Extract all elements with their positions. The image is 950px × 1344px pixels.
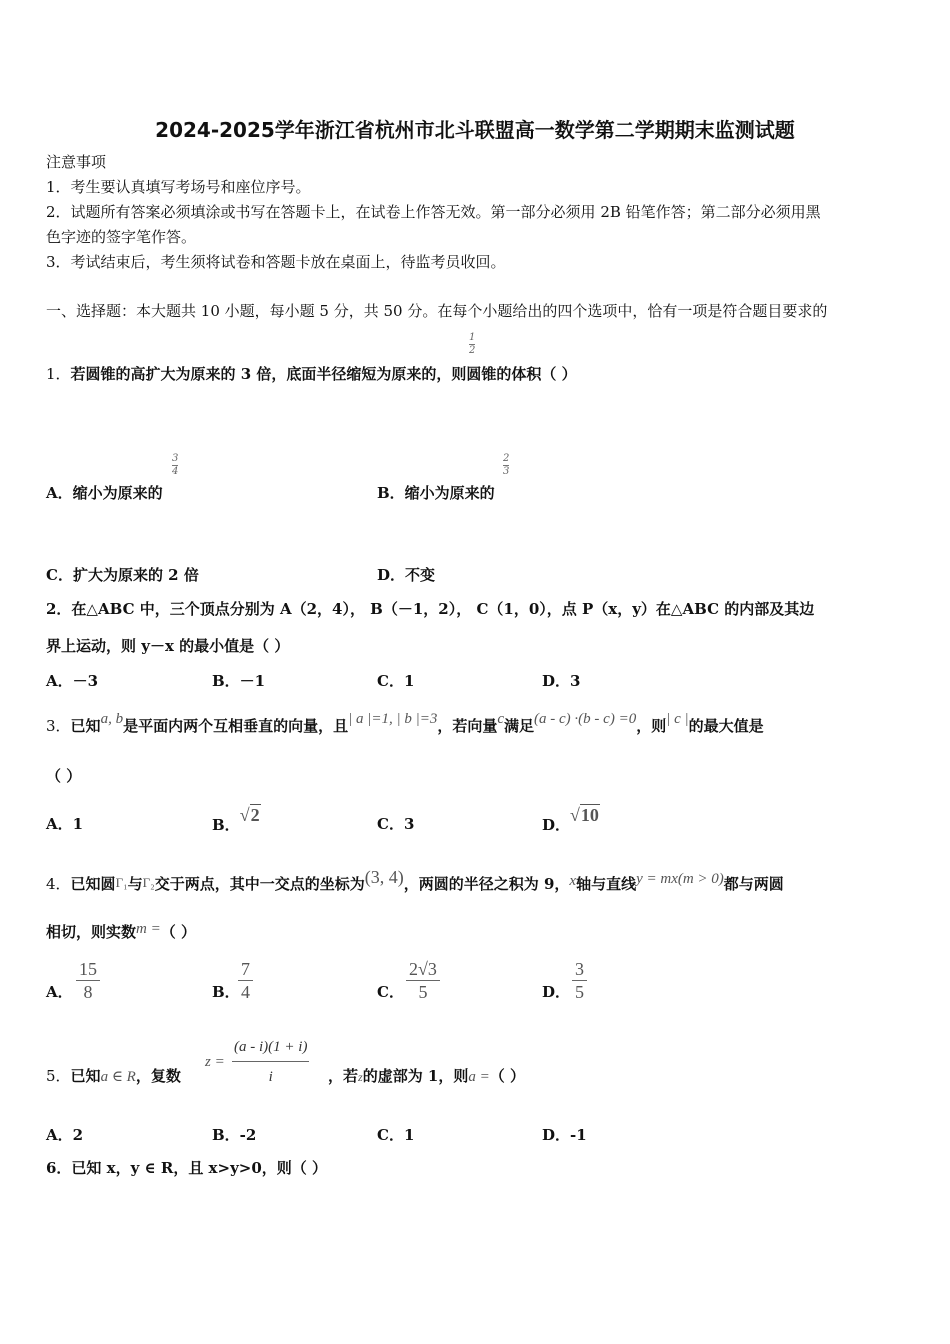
q1-option-c[interactable]: C．扩大为原来的 2 倍 (46, 566, 199, 584)
q3-option-d-sqrt: √10 (570, 805, 599, 825)
q1-option-d[interactable]: D．不变 (377, 566, 436, 584)
q4-option-b-fraction (238, 960, 253, 1001)
q4-text-6: 都与两圆 (723, 875, 784, 893)
q3-option-d-radicand: 10 (580, 805, 599, 825)
q4-math-gamma1: Γ₁ (115, 875, 128, 890)
question-1 (46, 364, 577, 384)
q5-math-a-eq: a = (468, 1069, 490, 1085)
q5-number: 5． (46, 1067, 71, 1085)
q4-option-a-fraction (76, 960, 100, 1001)
q1-a-den: 4 (172, 466, 179, 477)
question-3 (46, 711, 764, 737)
q5-frac-den: i (268, 1069, 273, 1085)
q3-number: 3． (46, 717, 71, 735)
notice-item-1: 1．考生要认真填写考场号和座位序号。 (46, 178, 311, 196)
q4-line2-text: 相切，则实数 (46, 923, 137, 941)
q4-text-2: 与 (127, 875, 143, 893)
q2-option-b[interactable]: B．－1 (212, 672, 266, 690)
q2-option-c[interactable]: C．1 (377, 672, 415, 690)
q4-option-c-fraction (406, 960, 440, 1001)
q5-text-2: ，复数 (135, 1067, 181, 1085)
question-6: 6．已知 x，y ∈ R，且 x>y>0，则（ ） (46, 1159, 328, 1177)
q1-frac-num: 1 (469, 332, 476, 343)
q1-inline-fraction (469, 332, 475, 357)
q4-c-num: 2√3 (406, 960, 440, 981)
q3-math-ab: a, b (100, 711, 124, 727)
notice-item-2: 2．试题所有答案必须填涂或书写在答题卡上，在试卷上作答无效。第一部分必须用 2B 铅笔作答；第二部分必须用黑 (46, 203, 821, 221)
q1-number: 1． (46, 365, 71, 383)
q4-text-3: 交于两点，其中一交点的坐标为 (154, 875, 365, 893)
q5-option-a[interactable]: A．2 (46, 1126, 84, 1144)
q1-option-b-fraction (503, 453, 509, 478)
question-2-line-1: 2．在△ABC 中，三个顶点分别为 A（2，4）， B（－1，2）， C（1，0），点 P（x，y）在△ABC 的内部及其边 (46, 600, 815, 618)
q5-option-d[interactable]: D．-1 (542, 1126, 587, 1144)
q1-a-num: 3 (172, 453, 179, 464)
q5-math-z-eq: z = (205, 1054, 225, 1070)
q4-paren: （ ） (160, 923, 196, 941)
q3-text-4: 满足 (504, 717, 535, 735)
q3-math-norms: | a |=1, | b |=3 (348, 711, 438, 727)
q4-b-den: 4 (241, 982, 250, 1002)
q4-math-line: y = mx(m > 0) (636, 871, 724, 887)
q5-frac-num: (a - i)(1 + i) (232, 1040, 309, 1062)
q5-fraction (232, 1040, 309, 1085)
q4-option-c-label[interactable]: C． (377, 983, 404, 1001)
q4-math-gamma2: Γ₂ (142, 875, 155, 890)
notice-item-3: 3．考试结束后，考生须将试卷和答题卡放在桌面上，待监考员收回。 (46, 253, 506, 271)
q5-math-z: z (358, 1070, 363, 1084)
q1-option-b[interactable]: B．缩小为原来的 (377, 484, 495, 502)
q3-text-3: ，若向量 (437, 717, 498, 735)
q3-text-6: 的最大值是 (688, 717, 764, 735)
question-5 (46, 1066, 181, 1087)
q5-option-b[interactable]: B．-2 (212, 1126, 257, 1144)
q4-option-d-fraction (572, 960, 587, 1001)
q1-b-num: 2 (503, 453, 510, 464)
question-5-cont (328, 1066, 525, 1087)
q3-option-b-radicand: 2 (250, 805, 260, 825)
q5-paren: （ ） (489, 1067, 525, 1085)
q5-option-c[interactable]: C．1 (377, 1126, 415, 1144)
q4-c-den: 5 (418, 982, 428, 1002)
page-title: 2024-2025学年浙江省杭州市北斗联盟高一数学第二学期期末监测试题 (155, 118, 795, 142)
q4-option-a-label[interactable]: A． (46, 983, 73, 1001)
question-2-line-2: 界上运动，则 y－x 的最小值是（ ） (46, 637, 290, 655)
q3-text-1: 已知 (70, 717, 101, 735)
q3-option-d-label: D． (542, 816, 571, 834)
q4-d-den: 5 (575, 982, 584, 1002)
q1-frac-den: 2 (469, 345, 476, 356)
q3-text-5: ，则 (636, 717, 667, 735)
q4-math-m: m = (136, 921, 161, 937)
question-4 (46, 867, 784, 895)
q4-b-num: 7 (238, 960, 253, 981)
q3-option-a[interactable]: A．1 (46, 815, 84, 833)
q3-text-2: 是平面内两个互相垂直的向量，且 (123, 717, 349, 735)
q3-option-b-label: B． (212, 816, 240, 834)
q3-math-abs-c: | c | (666, 711, 689, 727)
q4-a-num: 15 (76, 960, 100, 981)
q4-option-b-label[interactable]: B． (212, 983, 240, 1001)
q4-option-d-label[interactable]: D． (542, 983, 571, 1001)
notice-item-2-cont: 色字迹的签字笔作答。 (46, 228, 197, 246)
q4-d-num: 3 (572, 960, 587, 981)
q2-option-a[interactable]: A．－3 (46, 672, 99, 690)
q3-math-c: c (497, 711, 505, 727)
q4-math-x: x (569, 873, 577, 889)
q2-option-d[interactable]: D．3 (542, 672, 581, 690)
q3-option-b[interactable] (212, 805, 261, 835)
q3-paren: （ ） (46, 767, 82, 785)
q4-text-1: 已知圆 (70, 875, 116, 893)
q5-math-a-in-r: a ∈ R (100, 1069, 136, 1085)
q3-option-c[interactable]: C．3 (377, 815, 415, 833)
section-heading: 一、选择题：本大题共 10 小题，每小题 5 分，共 50 分。在每个小题给出的四个选项中，恰有一项是符合题目要求的 (46, 302, 828, 320)
q3-option-d[interactable] (542, 805, 600, 835)
q4-a-den: 8 (83, 982, 93, 1002)
q5-text-4: 的虚部为 1，则 (362, 1067, 469, 1085)
q5-text-1: 已知 (70, 1067, 101, 1085)
q3-option-b-sqrt: √2 (239, 805, 260, 825)
q4-math-point: (3, 4) (364, 867, 404, 887)
q4-number: 4． (46, 875, 71, 893)
q4-text-5: 轴与直线 (576, 875, 637, 893)
q1-option-a-fraction (172, 453, 178, 478)
q3-math-condition: (a - c) ·(b - c) =0 (534, 711, 637, 727)
q4-text-4: ，两圆的半径之积为 9， (403, 875, 570, 893)
q1-text: 若圆锥的高扩大为原来的 3 倍，底面半径缩短为原来的，则圆锥的体积（ ） (70, 365, 577, 383)
q1-b-den: 3 (503, 466, 510, 477)
question-4-line-2 (46, 922, 196, 943)
notice-heading: 注意事项 (46, 153, 107, 171)
q5-text-3: ，若 (328, 1067, 359, 1085)
q1-option-a[interactable]: A．缩小为原来的 (46, 484, 163, 502)
